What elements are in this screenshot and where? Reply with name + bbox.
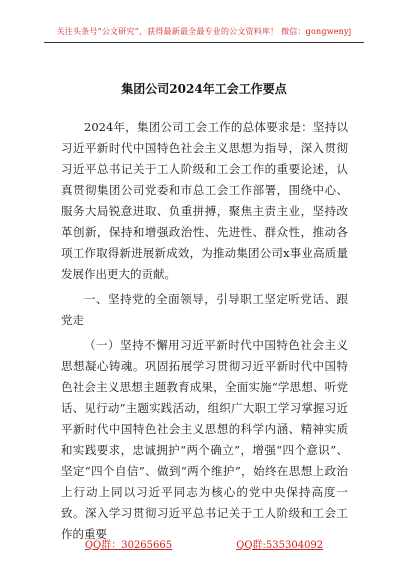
intro-paragraph: 2024年，集团公司工会工作的总体要求是：坚持以习近平新时代中国特色社会主义思想为指导，深入贯彻习近平总书记关于工人阶级和工会工作的重要论述，认真贯彻集团公司党委和市总工会工作部署，围绕中心、服务大局锐意进取、负重拼搏，聚焦主责主业，坚持改革创新，保持和增强政治性、先进性、群众性，推动各项工作取得新进展新成效，为推动集团公司x事业高质量发展作出更大的贡献。	[61, 120, 348, 281]
document-body	[61, 117, 348, 545]
section-heading-1: 一、坚持党的全面领导，引导职工坚定听党话、跟党走	[61, 292, 348, 327]
document-title: 集团公司2024年工会工作要点	[121, 82, 287, 96]
footer-qq-group-1: QQ群：30265665	[84, 540, 173, 551]
page-header-notice: 关注头条号“公文研究”，获得最新最全最专业的公文资料库！ 微信：gongwenyj	[56, 27, 352, 36]
subsection-paragraph-1: （一）坚持不懈用习近平新时代中国特色社会主义思想凝心铸魂。巩固拓展学习贯彻习近平新时代中国特色社会主义思想主题教育成果，全面实施“学思想、听党话、见行动”主题实践活动，组织广大职工学习掌握习近平新时代中国特色社会主义思想的科学内涵、精神实质和实践要求，忠诚拥护“两个确立”，增强“四个意识”、坚定“四个自信”、做到“两个维护”，始终在思想上政治上行动上同以习近平同志为核心的党中央保持高度一致。深入学习贯彻习近平总书记关于工人阶级和工会工作的重要	[61, 338, 348, 541]
footer-qq-group-2: QQ群:535304092	[236, 540, 324, 551]
page-footer	[0, 536, 408, 551]
header-rule	[44, 42, 364, 43]
